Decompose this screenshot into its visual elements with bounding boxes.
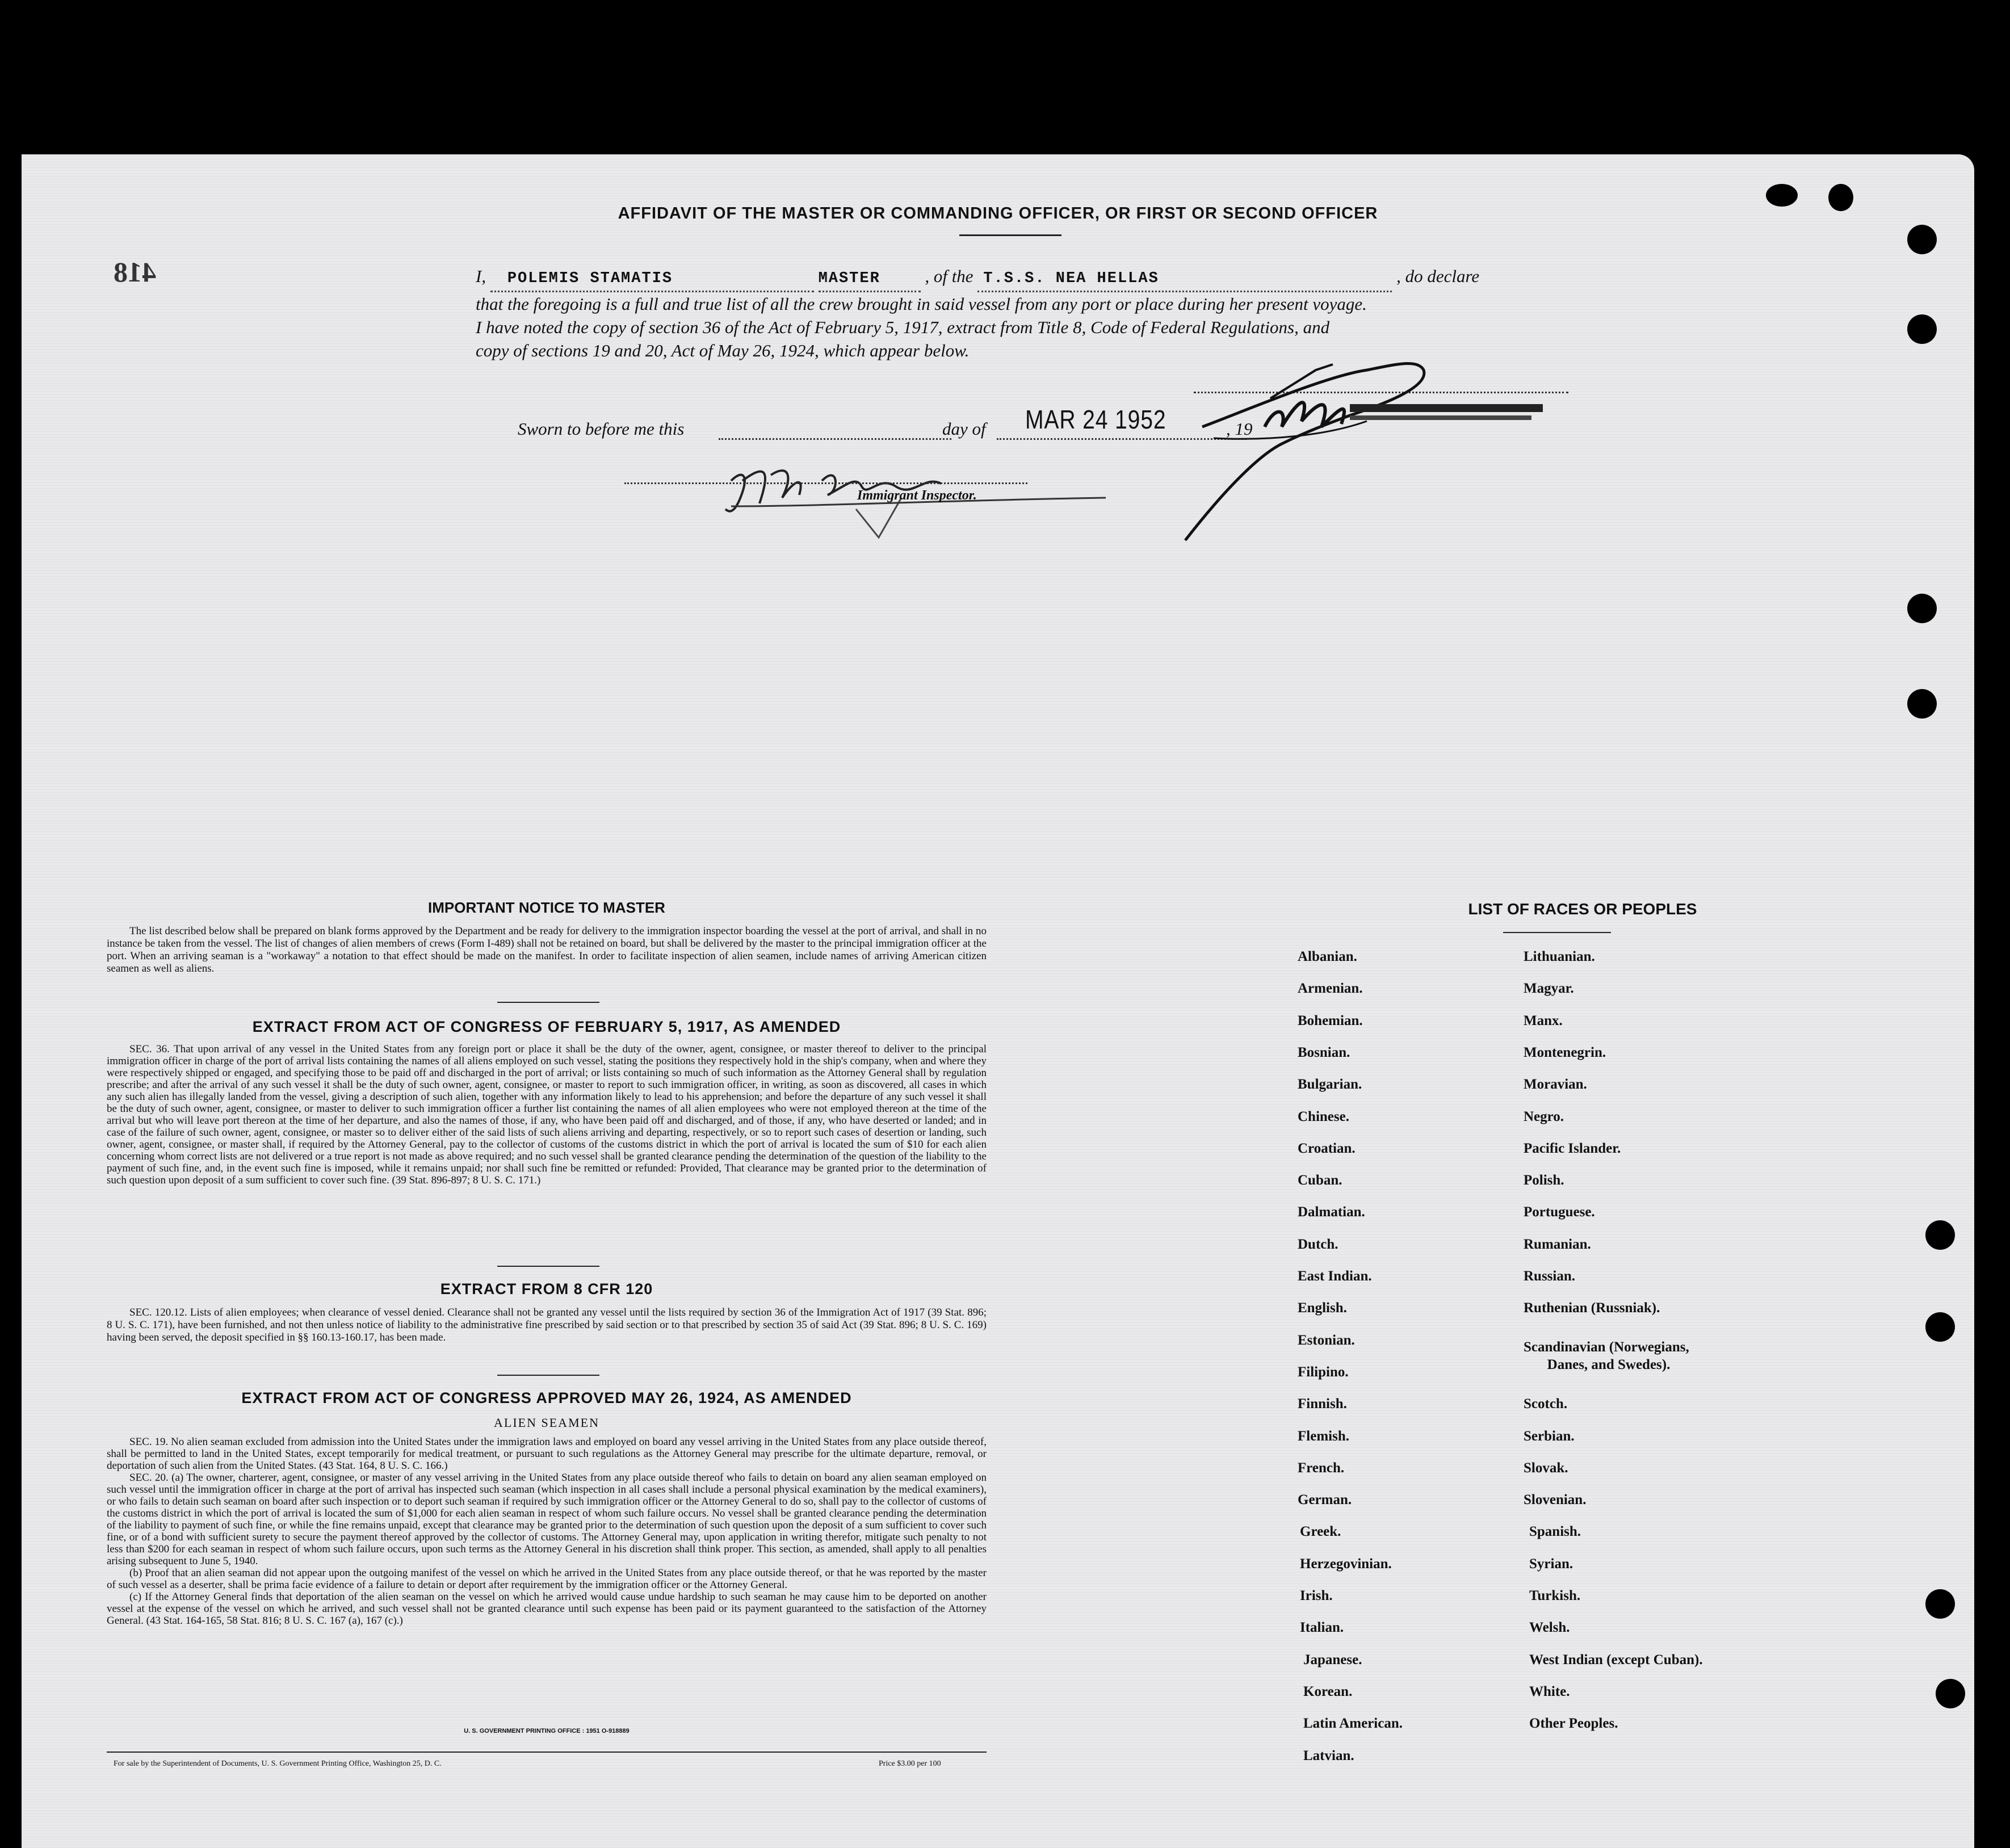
section-rule <box>497 1266 599 1267</box>
sec-19-text: SEC. 19. No alien seaman excluded from admission into the United States under the immigration laws and employed on board any vessel arriving in the United States from any place outside thereof, shall be permitted to land in the United States, except temporarily for medical treatment, or pursuant to such regulations as the Attorney General may prescribe for the ultimate departure, removal, or deportation of such alien from the United States. (43 Stat. 164, 8 U. S. C. 166.) <box>107 1436 987 1472</box>
page-number-marginalia: 418 <box>114 256 156 288</box>
race-left-item: Dutch. <box>1298 1236 1338 1252</box>
race-right-item: Turkish. <box>1529 1588 1581 1603</box>
race-left-item: Bohemian. <box>1298 1013 1363 1028</box>
master-name-field: POLEMIS STAMATIS <box>490 267 814 292</box>
race-left-item: Greek. <box>1300 1524 1341 1540</box>
race-right-item: Slovenian. <box>1524 1492 1587 1508</box>
affidavit-title: AFFIDAVIT OF THE MASTER OR COMMANDING OFFICER, OR FIRST OR SECOND OFFICER <box>618 204 1378 222</box>
race-left-item: Bulgarian. <box>1298 1077 1362 1093</box>
document-sheet <box>22 154 1974 1848</box>
race-right-item: Slovak. <box>1524 1460 1568 1476</box>
race-left-item: Latin American. <box>1303 1716 1403 1732</box>
inspector-signature <box>708 441 1117 566</box>
race-left-item: Cuban. <box>1298 1173 1342 1188</box>
punch-hole <box>1925 1312 1955 1342</box>
i-label: I, <box>476 266 486 286</box>
declaration-line-1 <box>476 264 1583 292</box>
sec-20b-text: (b) Proof that an alien seaman did not appear upon the outgoing manifest of the vessel on which he arrived in the United States from any place outside thereof, or that he was reported by the master of such vessel as a deserter, shall be prima facie evidence of a failure to detain or deport after requirement by the immigration officer or the Attorney General. <box>107 1567 987 1591</box>
sale-notice: For sale by the Superintendent of Documents, U. S. Government Printing Office, Washington 25, D. C. <box>114 1759 442 1768</box>
race-left-item: Japanese. <box>1303 1652 1362 1668</box>
year-prefix-label: , 19 <box>1226 419 1253 439</box>
declaration-line-2: that the foregoing is a full and true list of all the crew brought in said vessel from any port or place during her present voyage. <box>476 294 1367 314</box>
extract-1917-body: SEC. 36. That upon arrival of any vessel in the United States from any foreign port or place it shall be the duty of the owner, agent, consignee, or master thereof to deliver to the principal immigration officer in charge of the port of arrival lists containing the names of all aliens employed on such vessel, stating the positions they respectively hold in the ship's company, when and where they were respectively shipped or engaged, and specifying those to be paid off and discharged in the port of arrival; or lists containing so much of such information as the Attorney General shall by regulation prescribe; and after the arrival of any such vessel it shall be the duty of such owner, agent, consignee, or master to report to such immigration officer, in writing, as soon as discovered, all cases in which any such alien has illegally landed from the vessel, giving a description of such alien, together with any information likely to lead to his apprehension; and before the departure of any such vessel it shall be the duty of such owner, agent, consignee, or master to deliver to such immigration officer a further list containing the names of all alien employees who were not employed thereon at the time of the arrival but who will leave port thereon at the time of her departure, and also the names of those, if any, who have been paid off and discharged, and of those, if any, who have deserted or landed; and in case of the failure of such owner, agent, consignee, or master so to deliver either of the said lists of such aliens arriving and departing, respectively, or so to report such cases of desertion or landing, such owner, agent, consignee, or master shall, if required by the Attorney General, pay to the collector of customs of the customs district in which the port of arrival is located the sum of $10 for each alien concerning whom correct lists are not delivered or a true report is not made as above required; and no such vessel shall be granted clearance pending the determination of the question of the liability to the payment of such fine, and, in the event such fine is imposed, while it remains unpaid; nor shall such fine be remitted or refunded: Provided, That clearance may be granted prior to the determination of such question upon deposit of a sum sufficient to cover such fine. (39 Stat. 896-897; 8 U. S. C. 171.) <box>107 1043 987 1186</box>
section-rule <box>497 1375 599 1376</box>
race-right-item: Rumanian. <box>1524 1236 1591 1252</box>
race-left-item: Estonian. <box>1298 1332 1355 1348</box>
printer-imprint: U. S. GOVERNMENT PRINTING OFFICE : 1951 O-918889 <box>464 1728 630 1734</box>
race-left-item: Finnish. <box>1298 1396 1347 1412</box>
declaration-line-4: copy of sections 19 and 20, Act of May 26, 1924, which appear below. <box>476 341 970 360</box>
race-right-item: Montenegrin. <box>1524 1044 1606 1060</box>
race-right-item: Manx. <box>1524 1013 1563 1028</box>
extract-1917-title: EXTRACT FROM ACT OF CONGRESS OF FEBRUARY 5, 1917, AS AMENDED <box>252 1018 841 1035</box>
punch-hole <box>1936 1679 1965 1708</box>
race-left-item: Flemish. <box>1298 1428 1349 1444</box>
section-rule <box>497 1002 599 1003</box>
race-right-item: Pacific Islander. <box>1524 1140 1621 1156</box>
race-left-item: East Indian. <box>1298 1269 1372 1284</box>
sworn-day-line <box>719 438 951 440</box>
race-right-item: Moravian. <box>1524 1077 1587 1093</box>
extract-1924-body <box>107 1436 987 1627</box>
date-stamp: MAR 24 1952 <box>1025 405 1166 434</box>
extract-cfr-title: EXTRACT FROM 8 CFR 120 <box>440 1280 653 1297</box>
sec-20a-text: SEC. 20. (a) The owner, charterer, agent, consignee, or master of any vessel arriving in the United States from any place outside thereof who fails to detain on board any alien seaman employed on such vessel until the immigration officer in charge at the port of arrival has inspected such seaman (which inspection in all cases shall include a personal physical examination by the medical examiners), or who fails to detain such seaman on board after such inspection or to deport such seaman if required by such immigration officer or the Attorney General to do so, shall pay to the collector of customs of the customs district in which the port of arrival is located the sum of $1,000 for each alien seaman in respect of whom such failure occurs. No vessel shall be granted clearance pending the determination of the liability to payment of such fine, or while the fine remains unpaid, except that clearance may be granted prior to the determination of such question upon the deposit of a sum sufficient to cover such fine, or of a bond with sufficient surety to secure the payment thereof approved by the collector of customs. The Attorney General may, upon application in writing therefor, mitigate such penalty to not less than $200 for each seaman in respect of whom such failure occurs, upon such terms as the Attorney General in his discretion shall think proper. This section, as amended, shall apply to all penalties arising subsequent to June 5, 1940. <box>107 1472 987 1567</box>
race-left-item: Latvian. <box>1303 1748 1354 1763</box>
declaration-line-3: I have noted the copy of section 36 of the Act of February 5, 1917, extract from Title 8, Code of Federal Regulations, and <box>476 317 1330 337</box>
punch-hole <box>1907 225 1937 254</box>
race-left-item: Dalmatian. <box>1298 1204 1365 1220</box>
races-title-rule <box>1503 932 1611 933</box>
race-right-item: Other Peoples. <box>1529 1716 1618 1732</box>
master-signature <box>1180 342 1543 546</box>
notice-body: The list described below shall be prepared on blank forms approved by the Department and be ready for delivery to the immigration inspector boarding the vessel at the port of arrival, and shall in no instance be taken from the vessel. The list of changes of alien members of crews (Form I-489) shall not be retained on board, but shall be delivered by the master to the principal immigration officer at the port. When an arriving seaman is a "workaway" a notation to that effect should be made on the manifest. In order to facilitate inspection of alien seamen, include names of arriving American citizen seamen as well as aliens. <box>107 925 987 975</box>
race-left-item: Albanian. <box>1298 949 1357 964</box>
race-right-item: Serbian. <box>1524 1428 1575 1444</box>
punch-hole <box>1925 1589 1955 1619</box>
extract-cfr-body: SEC. 120.12. Lists of alien employees; when clearance of vessel denied. Clearance shall not be granted any vessel until the lists required by section 36 of the Immigration Act of 1917 (39 Stat. 896; 8 U. S. C. 171), have been furnished, and not then unless notice of liability to the administrative fine prescribed by said section or to that prescribed by section 35 of said Act (39 Stat. 896; 8 U. S. C. 169) having been served, the deposit specified in §§ 160.13-160.17, has been made. <box>107 1307 987 1343</box>
vessel-name-field: T.S.S. NEA HELLAS <box>977 267 1392 292</box>
race-right-item: Scandinavian (Norwegians, <box>1524 1339 1689 1355</box>
inspector-label: Immigrant Inspector. <box>857 488 977 503</box>
punch-hole <box>1766 184 1798 207</box>
race-right-item: Spanish. <box>1529 1524 1581 1540</box>
of-the-label: , of the <box>925 266 973 286</box>
punch-hole <box>1907 314 1937 344</box>
race-right-item: Polish. <box>1524 1173 1564 1188</box>
inspector-signature-line <box>624 482 1027 484</box>
race-left-item: Herzegovinian. <box>1300 1556 1392 1572</box>
sec-20c-text: (c) If the Attorney General finds that deportation of the alien seaman on the vessel on which he arrived would cause undue hardship to such seaman he may cause him to be deported on another vessel at the expense of the vessel on which he arrived, and such vessel shall not be granted clearance until such expense has been paid or its payment guaranteed to the satisfaction of the Attorney General. (43 Stat. 164-165, 58 Stat. 816; 8 U. S. C. 167 (a), 167 (c).) <box>107 1591 987 1627</box>
price-notice: Price $3.00 per 100 <box>879 1759 941 1768</box>
race-right-item: Scotch. <box>1524 1396 1568 1412</box>
race-left-item: Italian. <box>1300 1620 1344 1636</box>
punch-hole <box>1925 1220 1955 1250</box>
race-left-item: German. <box>1298 1492 1352 1508</box>
do-declare-label: , do declare <box>1396 266 1480 286</box>
race-left-item: Irish. <box>1300 1588 1333 1603</box>
race-right-item: Lithuanian. <box>1524 949 1595 964</box>
rank-field: MASTER <box>819 267 921 292</box>
race-right-item: Ruthenian (Russniak). <box>1524 1300 1660 1316</box>
races-title: LIST OF RACES OR PEOPLES <box>1468 900 1697 918</box>
race-right-item: Russian. <box>1524 1269 1576 1284</box>
race-right-item: White. <box>1529 1683 1570 1699</box>
race-left-item: Filipino. <box>1298 1364 1349 1380</box>
race-right-item: Portuguese. <box>1524 1204 1595 1220</box>
day-of-label: day of <box>942 419 986 439</box>
race-left-item: Bosnian. <box>1298 1044 1350 1060</box>
race-right-item: Welsh. <box>1529 1620 1570 1636</box>
race-left-item: Armenian. <box>1298 981 1363 997</box>
race-left-item: Croatian. <box>1298 1140 1356 1156</box>
race-left-item: Korean. <box>1303 1683 1353 1699</box>
sworn-label: Sworn to before me this <box>518 419 685 439</box>
extract-1924-subtitle: ALIEN SEAMEN <box>494 1416 599 1430</box>
race-right-item: West Indian (except Cuban). <box>1529 1652 1703 1668</box>
title-rule <box>959 234 1061 236</box>
race-right-item: Negro. <box>1524 1108 1564 1124</box>
notice-title: IMPORTANT NOTICE TO MASTER <box>428 899 665 916</box>
race-left-item: Chinese. <box>1298 1108 1349 1124</box>
footer-rule <box>107 1752 987 1753</box>
race-left-item: English. <box>1298 1300 1347 1316</box>
race-right-item: Magyar. <box>1524 981 1574 997</box>
race-left-item: French. <box>1298 1460 1345 1476</box>
punch-hole <box>1907 594 1937 623</box>
race-right-item: Syrian. <box>1529 1556 1573 1572</box>
extract-1924-title: EXTRACT FROM ACT OF CONGRESS APPROVED MAY 26, 1924, AS AMENDED <box>241 1389 852 1406</box>
punch-hole <box>1907 689 1937 719</box>
race-scandinavian-continuation: Danes, and Swedes). <box>1547 1357 1671 1372</box>
